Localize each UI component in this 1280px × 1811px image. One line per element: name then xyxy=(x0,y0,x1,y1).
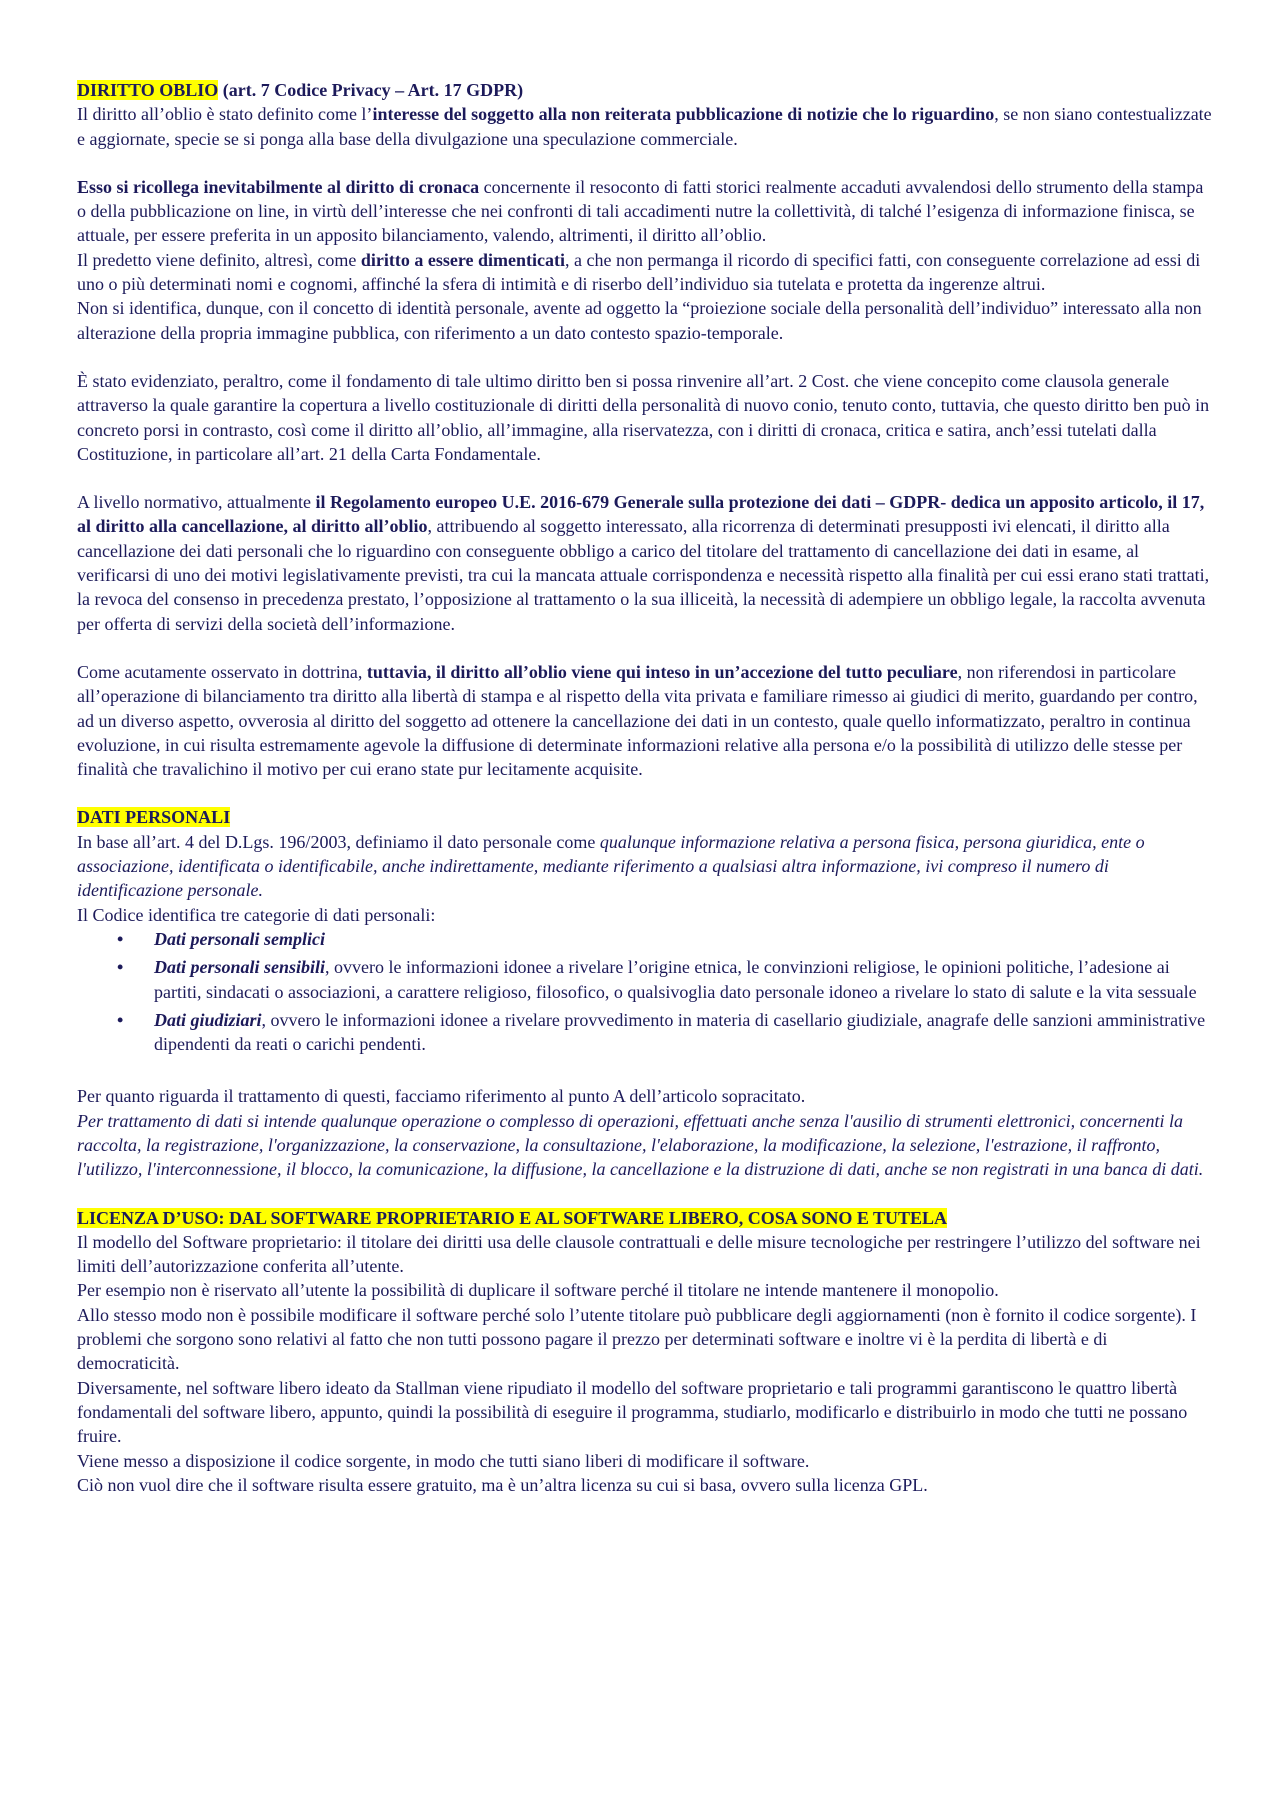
section-heading-licenza-uso xyxy=(77,1206,1212,1230)
paragraph xyxy=(77,248,1212,297)
bold-text-run: il Regolamento europeo U.E. 2016-679 Generale sulla protezione dei dati – GDPR- dedica un apposito articolo, il 17, al diritto alla cancellazione, al diritto all’oblio xyxy=(77,492,1205,537)
italic-text-run: qualunque informazione relativa a persona fisica, persona giuridica, ente o associazione, identificata o identificabile, anche indirettamente, mediante riferimento a qualsiasi altra informazione, ivi compreso il numero di identificazione personale. xyxy=(77,831,1145,901)
paragraph: Non si identifica, dunque, con il concetto di identità personale, avente ad oggetto la “proiezione sociale della personalità dell’individuo” interessato alla non alterazione della propria immagine pubblica, con riferimento a un dato contesto spazio-temporale. xyxy=(77,298,1202,343)
bullet-icon: • xyxy=(117,1009,124,1030)
text-run: , ovvero le informazioni idonee a rivelare l’origine etnica, le convinzioni religiose, le opinioni politiche, l’adesione ai partiti, sindacati o associazioni, a carattere religioso, filosofico, o qualsivoglia dato personale idoneo a rivelare lo stato di salute e la vita sessuale xyxy=(154,957,1197,1002)
document-page xyxy=(77,78,1212,1497)
bold-italic-text-run: Dati personali sensibili xyxy=(154,957,326,978)
bold-text-run: diritto a essere dimenticati xyxy=(360,249,566,270)
text-run: , ovvero le informazioni idonee a rivelare provvedimento in materia di casellario giudiziale, anagrafe delle sanzioni amministrative dipendenti da reati o carichi pendenti. xyxy=(154,1009,1206,1055)
paragraph: Per esempio non è riservato all’utente la possibilità di duplicare il software perché il titolare ne intende mantenere il monopolio. xyxy=(77,1280,999,1301)
paragraph: Per quanto riguarda il trattamento di questi, facciamo riferimento al punto A dell’articolo sopracitato. xyxy=(77,1086,806,1107)
paragraph: Ciò non vuol dire che il software risulta essere gratuito, ma è un’altra licenza su cui si basa, ovvero sulla licenza GPL. xyxy=(77,1474,928,1495)
text-run: , attribuendo al soggetto interessato, alla ricorrenza di determinati presupposti ivi elencati, il diritto alla cancellazione dei dati personali che lo riguardino con conseguente obbligo a carico del titolare del trattamento di cancellazione dei dati in esame, al verificarsi di uno dei motivi legislativamente previsti, tra cui la mancata attuale corrispondenza e necessità rispetto alla finalità per cui essi erano stati trattati, la revoca del consenso in precedenza prestato, l’opposizione al trattamento o la sua illiceità, la necessità di adempiere un obbligo legale, la raccolta avvenuta per offerta di servizi della società dell’informazione. xyxy=(77,516,1210,634)
heading-reference: (art. 7 Codice Privacy – Art. 17 GDPR) xyxy=(218,80,524,100)
bullet-icon: • xyxy=(117,957,124,978)
section-heading-diritto-oblio xyxy=(77,78,1212,102)
highlighted-heading-text: DIRITTO OBLIO xyxy=(77,80,219,100)
highlighted-heading-text: LICENZA D’USO: DAL SOFTWARE PROPRIETARIO E AL SOFTWARE LIBERO, COSA SONO E TUTELA xyxy=(77,1207,948,1228)
text-run: concernente il resoconto di fatti storici realmente accaduti avvalendosi dello strumento della stampa o della pubblicazione on line, in virtù dell’interesse che nei confronti di tali accadimenti nutre la collettività, di talché l’esigenza di informazione finisca, se attuale, per essere preferita in un apposito bilanciamento, valendo, altrimenti, il diritto all’oblio. xyxy=(77,176,1204,246)
text-run: , se non siano contestualizzate e aggiornate, specie se si ponga alla base della divulgazione una speculazione commerciale. xyxy=(77,104,1212,149)
bold-italic-text-run: Dati personali semplici xyxy=(154,928,325,949)
paragraph: È stato evidenziato, peraltro, come il fondamento di tale ultimo diritto ben si possa rinvenire all’art. 2 Cost. che viene concepito come clausola generale attraverso la quale garantire la copertura a livello costituzionale di diritti della personalità di nuovo conio, tenuto conto, tuttavia, che questo diritto ben può in concreto porsi in contrasto, così come il diritto all’oblio, all’immagine, alla riservatezza, con i diritti di cronaca, critica e satira, anch’essi tutelati dalla Costituzione, in particolare all’art. 21 della Carta Fondamentale. xyxy=(77,370,1210,464)
italic-paragraph xyxy=(77,1109,1212,1182)
paragraph xyxy=(77,830,1212,903)
bold-text-run: interesse del soggetto alla non reiterata pubblicazione di notizie che lo riguardino xyxy=(372,104,995,125)
text-run: Il diritto all’oblio è stato definito come l’ xyxy=(77,104,373,125)
section-heading-dati-personali xyxy=(77,805,1212,829)
highlighted-heading-text: DATI PERSONALI xyxy=(77,807,231,828)
list-item xyxy=(77,927,1212,951)
bold-text-run: tuttavia, il diritto all’oblio viene qui inteso in un’accezione del tutto peculiare xyxy=(366,661,958,682)
paragraph xyxy=(77,660,1212,781)
italic-text-run: Per trattamento di dati si intende qualunque operazione o complesso di operazioni, effettuati anche senza l'ausilio di strumenti elettronici, concernenti la raccolta, la registrazione, l'organizzazione, la conservazione, la consultazione, l'elaborazione, la modificazione, la selezione, l'estrazione, il raffronto, l'utilizzo, l'interconnessione, il blocco, la comunicazione, la diffusione, la cancellazione e la distruzione di dati, anche se non registrati in una banca di dati. xyxy=(77,1110,1204,1180)
paragraph: Diversamente, nel software libero ideato da Stallman viene ripudiato il modello del software proprietario e tali programmi garantiscono le quattro libertà fondamentali del software libero, appunto, quindi la possibilità di eseguire il programma, studiarlo, modificarlo e distribuirlo in modo che tutti ne possano fruire. xyxy=(77,1377,1188,1447)
text-run: A livello normativo, attualmente xyxy=(77,492,316,513)
bullet-list xyxy=(77,927,1212,1056)
paragraph xyxy=(77,102,1212,151)
text-run: Il predetto viene definito, altresì, come xyxy=(77,249,361,270)
text-run: In base all’art. 4 del D.Lgs. 196/2003, definiamo il dato personale come xyxy=(77,831,600,852)
list-item xyxy=(77,1008,1212,1057)
text-run: Come acutamente osservato in dottrina, xyxy=(77,661,367,682)
text-run: , a che non permanga il ricordo di specifici fatti, con conseguente correlazione ad essi di uno o più determinati nomi e cognomi, affinché la sfera di intimità e di riserbo dell’individuo sia tutelata e protetta da ingerenze altrui. xyxy=(77,249,1201,295)
paragraph: Il Codice identifica tre categorie di dati personali: xyxy=(77,904,436,925)
text-run: , non riferendosi in particolare all’operazione di bilanciamento tra diritto alla libertà di stampa e al rispetto della vita privata e familiare rimesso ai giudici di merito, guardando per contro, ad un diverso aspetto, ovverosia al diritto del soggetto ad ottenere la cancellazione dei dati in un contesto, quale quello informatizzato, peraltro in continua evoluzione, in cui risulta estremamente agevole la diffusione di determinate informazioni relative alla persona e/o la possibilità di utilizzo delle stesse per finalità che travalichino il motivo per cui erano state pur lecitamente acquisite. xyxy=(77,661,1198,780)
paragraph: Allo stesso modo non è possibile modificare il software perché solo l’utente titolare può pubblicare degli aggiornamenti (non è fornito il codice sorgente). I problemi che sorgono sono relativi al fatto che non tutti possono pagare il prezzo per determinati software e inoltre vi è la perdita di libertà e di democraticità. xyxy=(77,1304,1197,1374)
list-item xyxy=(77,955,1212,1004)
paragraph: Il modello del Software proprietario: il titolare dei diritti usa delle clausole contrattuali e delle misure tecnologiche per restringere l’utilizzo del software nei limiti dell’autorizzazione conferita all’utente. xyxy=(77,1231,1201,1277)
paragraph xyxy=(77,490,1212,636)
bold-text-run: Esso si ricollega inevitabilmente al diritto di cronaca xyxy=(77,176,480,197)
bold-italic-text-run: Dati giudiziari xyxy=(154,1009,262,1030)
paragraph: Viene messo a disposizione il codice sorgente, in modo che tutti siano liberi di modificare il software. xyxy=(77,1450,810,1471)
bullet-icon: • xyxy=(117,928,124,949)
paragraph xyxy=(77,175,1212,248)
